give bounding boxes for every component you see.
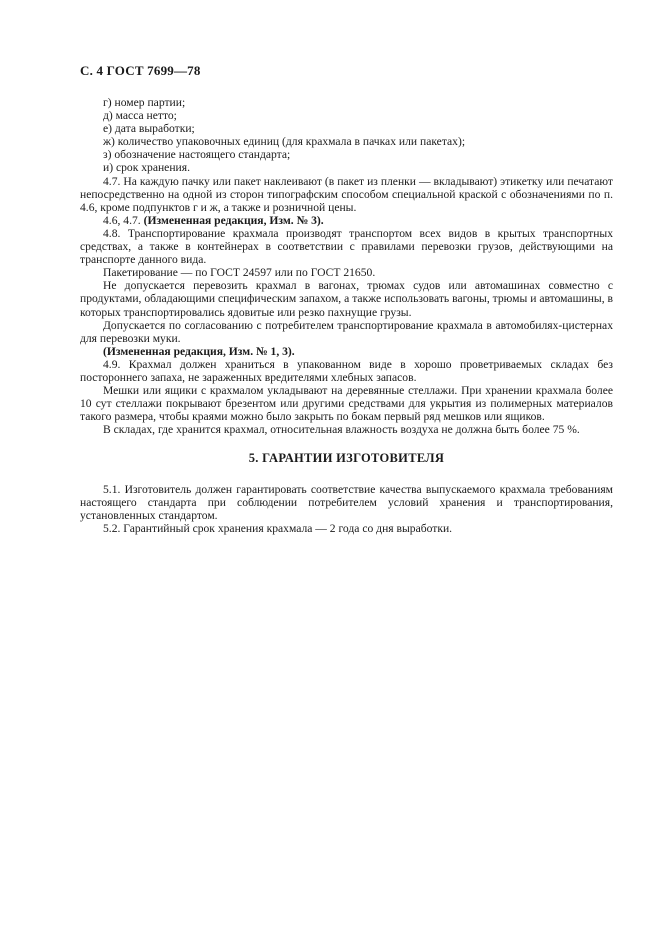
- paragraph-humidity: В складах, где хранится крахмал, относительная влажность воздуха не должна быть более 75 %.: [103, 423, 580, 437]
- edition-note-numbers: 4.6, 4.7.: [103, 213, 141, 227]
- paragraph-5-2: 5.2. Гарантийный срок хранения крахмала — 2 года со дня выработки.: [103, 521, 453, 535]
- paragraph-bags: Мешки или ящики с крахмалом укладывают на деревянные стеллажи. При хранении крахмала более 10 сут стеллажи покрывают брезентом или другими средствами для укрытия из полимерных материалов такого размера, чтобы краями можно было закрыть по бокам первый ряд мешков или ящиков.: [80, 384, 613, 424]
- edition-note-4-6-4-7: [80, 214, 613, 227]
- list-item-z: з) обозначение настоящего стандарта;: [103, 148, 291, 162]
- paragraph-5-1: 5.1. Изготовитель должен гарантировать соответствие качества выпускаемого крахмала требованиям настоящего стандарта при соблюдении потребителем условий хранения и транспортирования, установленных стандартом.: [80, 482, 613, 522]
- paragraph-4-7: 4.7. На каждую пачку или пакет наклеивают (в пакет из пленки — вкладывают) этикетку или печатают непосредственно на одной из сторон типографским способом специальной краской с обозначениями по п. 4.6, кроме подпунктов г и ж, а также и розничной цены.: [80, 174, 613, 214]
- document-body: [80, 96, 613, 535]
- edition-note-text: (Измененная редакция, Изм. № 3).: [143, 213, 324, 227]
- page-header: С. 4 ГОСТ 7699—78: [80, 63, 201, 78]
- list-item-zh: ж) количество упаковочных единиц (для крахмала в пачках или пакетах);: [103, 135, 466, 149]
- paragraph-not-allowed: Не допускается перевозить крахмал в вагонах, трюмах судов или автомашинах совместно с продуктами, обладающими специфическим запахом, а также использовать вагоны, трюмы и автомашины, в которых транспортировались ядовитые или резко пахнущие грузы.: [80, 279, 613, 319]
- list-item-g: г) номер партии;: [103, 96, 186, 109]
- paragraph-palletizing: Пакетирование — по ГОСТ 24597 или по ГОСТ 21650.: [103, 266, 376, 280]
- paragraph-4-8: 4.8. Транспортирование крахмала производят транспортом всех видов в крытых транспортных средствах, а также в контейнерах в соответствии с правилами перевозки грузов, действующими на транспорте данного вида.: [80, 226, 613, 267]
- section-5-title: 5. ГАРАНТИИ ИЗГОТОВИТЕЛЯ: [248, 451, 445, 466]
- edition-note-1-3: (Измененная редакция, Изм. № 1, 3).: [103, 344, 295, 358]
- list-item-d: д) масса нетто;: [103, 109, 177, 123]
- paragraph-allowed: Допускается по согласованию с потребителем транспортирование крахмала в автомобилях-цистернах для перевозки муки.: [80, 318, 613, 345]
- list-item-e: е) дата выработки;: [103, 122, 195, 136]
- paragraph-4-9: 4.9. Крахмал должен храниться в упакованном виде в хорошо проветриваемых складах без постороннего запаха, не зараженных вредителями хлебных запасов.: [80, 357, 613, 384]
- list-item-i: и) срок хранения.: [103, 161, 190, 175]
